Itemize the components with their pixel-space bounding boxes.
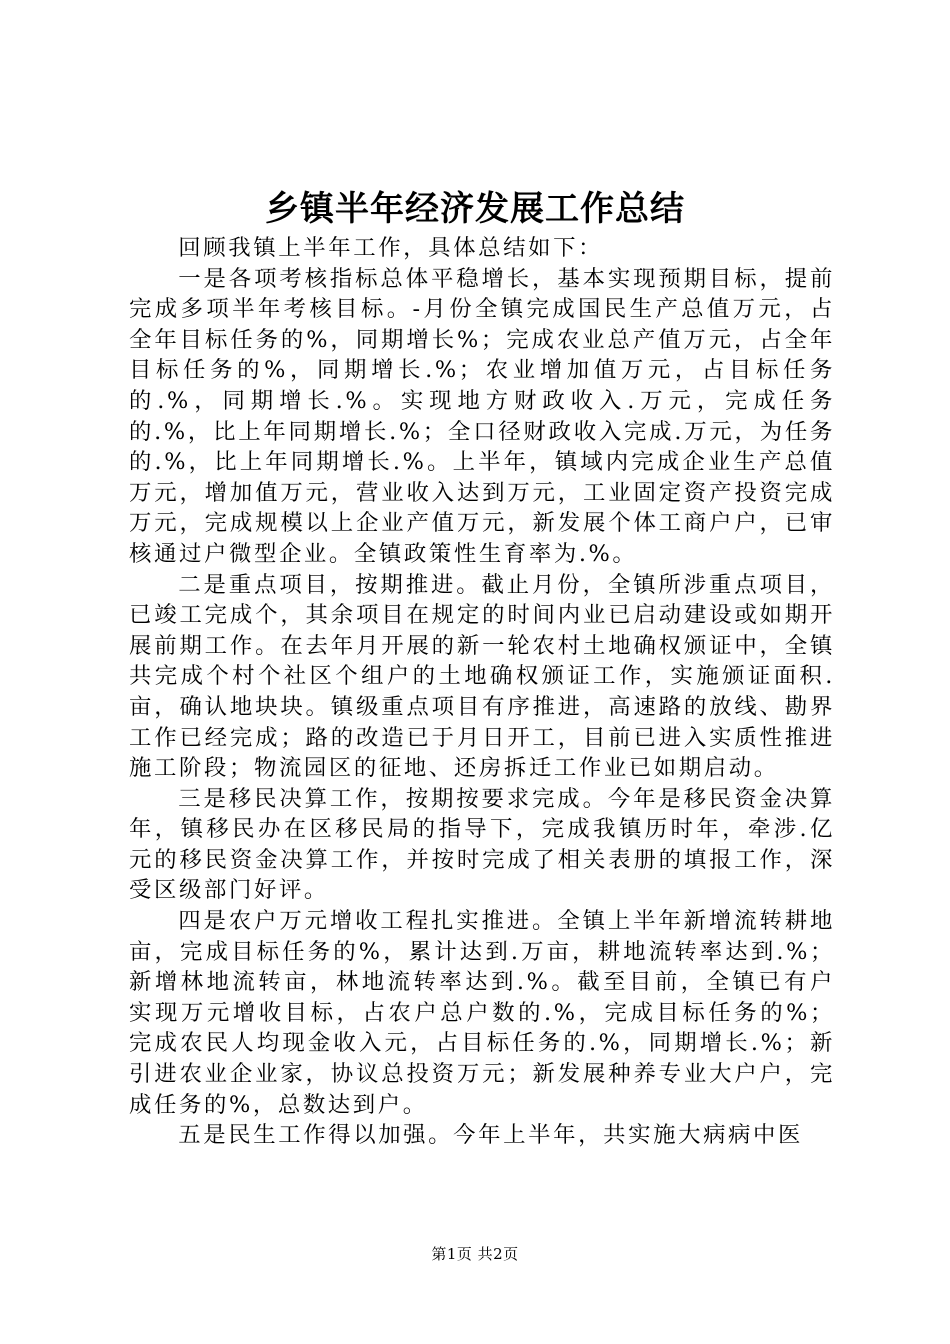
paragraph-1: 一是各项考核指标总体平稳增长，基本实现预期目标，提前完成多项半年考核目标。-月份全镇完成国民生产总值万元，占全年目标任务的%，同期增长%；完成农业总产值万元，占全年目标任务的%，同期增长.%；农业增加值万元，占目标任务的.%，同期增长.%。实现地方财政收入.万元，完成任务的.%，比上年同期增长.%；全口径财政收入完成.万元，为任务的.%，比上年同期增长.%。上半年，镇域内完成企业生产总值万元，增加值万元，营业收入达到万元，工业固定资产投资完成万元，完成规模以上企业产值万元，新发展个体工商户户，已审核通过户微型企业。全镇政策性生育率为.%。 — [129, 265, 835, 567]
page-number-footer: 第1页 共2页 — [431, 1245, 519, 1263]
document-body — [129, 233, 835, 1151]
document-title: 乡镇半年经济发展工作总结 — [265, 189, 685, 229]
paragraph-4: 四是农户万元增收工程扎实推进。全镇上半年新增流转耕地亩，完成目标任务的%，累计达到.万亩，耕地流转率达到.%；新增林地流转亩，林地流转率达到.%。截至目前，全镇已有户实现万元增收目标，占农户总户数的.%，完成目标任务的%；完成农民人均现金收入元，占目标任务的.%，同期增长.%；新引进农业企业家，协议总投资万元；新发展种养专业大户户，完成任务的%，总数达到户。 — [129, 908, 835, 1118]
paragraph-intro: 回顾我镇上半年工作，具体总结如下： — [178, 235, 604, 261]
paragraph-3: 三是移民决算工作，按期按要求完成。今年是移民资金决算年，镇移民办在区移民局的指导下，完成我镇历时年，牵涉.亿元的移民资金决算工作，并按时完成了相关表册的填报工作，深受区级部门好评。 — [129, 785, 835, 904]
paragraph-5: 五是民生工作得以加强。今年上半年，共实施大病病中医 — [178, 1122, 804, 1149]
paragraph-2: 二是重点项目，按期推进。截止月份，全镇所涉重点项目，已竣工完成个，其余项目在规定的时间内业已启动建设或如期开展前期工作。在去年月开展的新一轮农村土地确权颁证中，全镇共完成个村个社区个组户的土地确权颁证工作，实施颁证面积.亩，确认地块块。镇级重点项目有序推进，高速路的放线、勘界工作已经完成；路的改造已于月日开工，目前已进入实质性推进施工阶段；物流园区的征地、还房拆迁工作业已如期启动。 — [129, 571, 835, 782]
